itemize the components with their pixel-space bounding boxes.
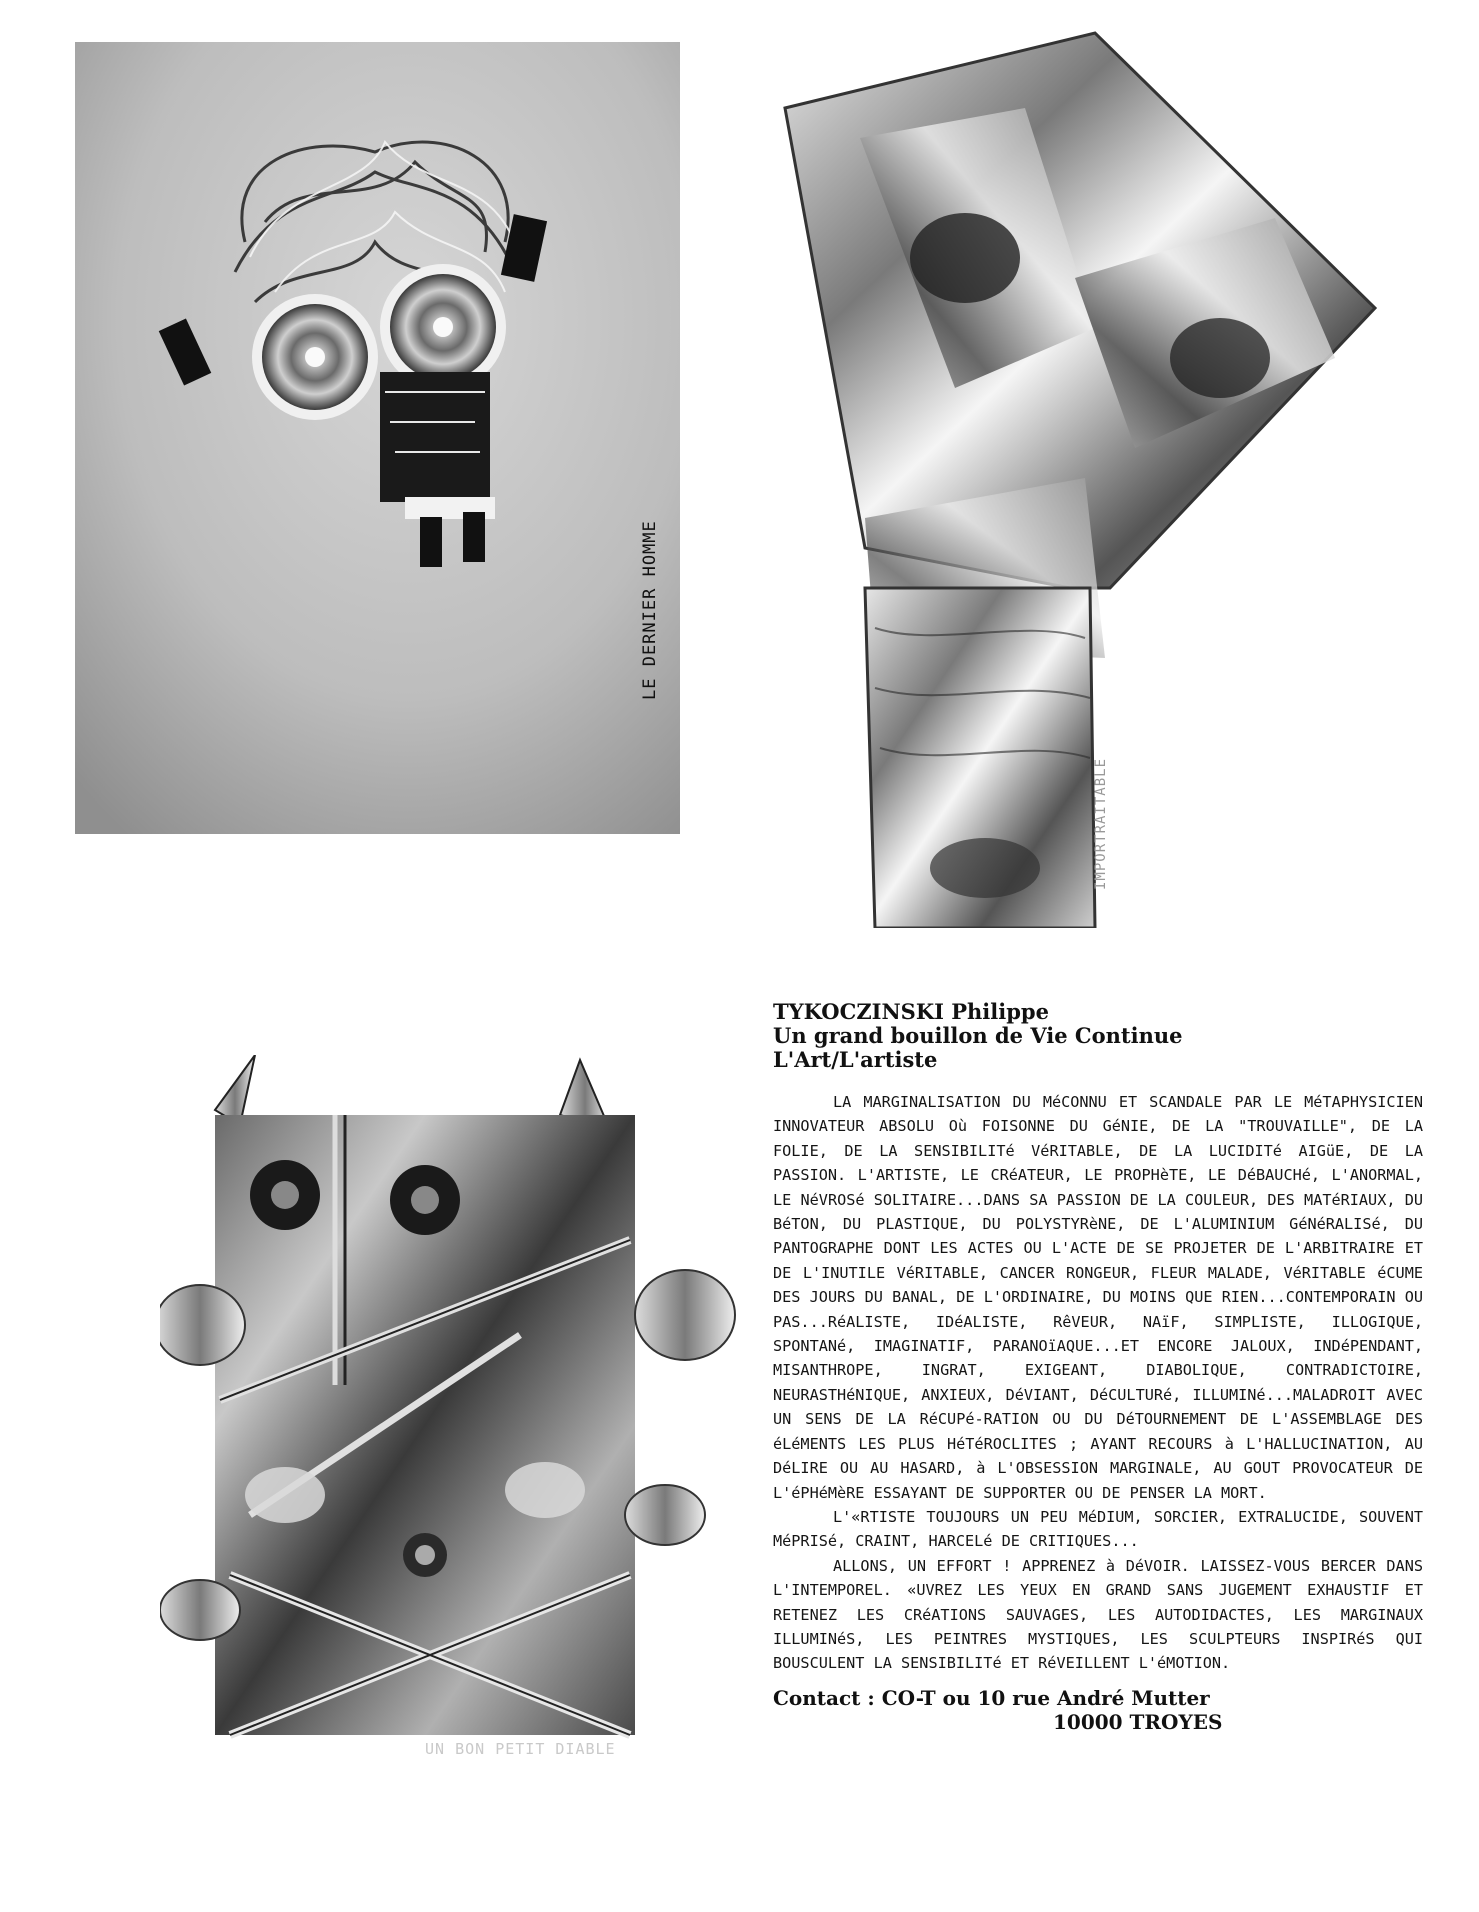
article-title: Un grand bouillon de Vie Continue bbox=[773, 1023, 1183, 1048]
contact-line-address: Contact : CO-T ou 10 rue André Mutter bbox=[773, 1685, 1210, 1710]
photo-importraitable bbox=[775, 28, 1381, 928]
article bbox=[773, 1000, 1423, 1734]
caption-un-bon-petit-diable: UN BON PETIT DIABLE bbox=[425, 1740, 616, 1758]
article-subtitle: L'Art/L'artiste bbox=[773, 1047, 938, 1072]
article-paragraph: LA MARGINALISATION DU MéCONNU ET SCANDALE PAR LE MéTAPHYSICIEN INNOVATEUR ABSOLU Où FOISONNE DU GéNIE, DE LA "TROUVAILLE", DE LA FOLIE, DE LA SENSIBILITé VéRITABLE, DE LA LUCIDITé AIGüE, DE LA PASSION. L'ARTISTE, LE CRéATEUR, LE PROPHèTE, LE DéBAUCHé, L'ANORMAL, LE NéVROSé SOLITAIRE...DANS SA PASSION DE LA COULEUR, DES MATéRIAUX, DU BéTON, DU PLASTIQUE, DU POLYSTYRèNE, DE L'ALUMINIUM GéNéRALISé, DU PANTOGRAPHE DONT LES ACTES OU L'ACTE DE SE PROJETER DE L'ARBITRAIRE ET DE L'INUTILE VéRITABLE, CANCER RONGEUR, FLEUR MALADE, VéRITABLE éCUME DES JOURS DU BANAL, DE L'ORDINAIRE, DU MOINS QUE RIEN...CONTEMPORAIN OU PAS...RéALISTE, IDéALISTE, RêVEUR, NAïF, SIMPLISTE, ILLOGIQUE, SPONTANé, IMAGINATIF, PARANOïAQUE...ET ENCORE JALOUX, INDéPENDANT, MISANTHROPE, INGRAT, EXIGEANT, DIABOLIQUE, CONTRADICTOIRE, NEURASTHéNIQUE, ANXIEUX, DéVIANT, DéCULTURé, ILLUMINé...MALADROIT AVEC UN SENS DE LA RéCUPé-RATION OU DU DéTOURNEMENT DE L'ASSEMBLAGE DES éLéMENTS LES PLUS HéTéROCLITES ; AYANT RECOURS à L'HALLUCINATION, AU DéLIRE OU AU HASARD, à L'OBSESSION MARGINALE, AU GOUT PROVOCATEUR DE L'éPHéMèRE ESSAYANT DE SUPPORTER OU DE PENSER LA MORT. bbox=[773, 1093, 1423, 1502]
photo-un-bon-petit-diable bbox=[160, 1055, 736, 1755]
article-paragraph: L'«RTISTE TOUJOURS UN PEU MéDIUM, SORCIER, EXTRALUCIDE, SOUVENT MéPRISé, CRAINT, HARCELé DE CRITIQUES... bbox=[773, 1507, 1423, 1551]
caption-le-dernier-homme: LE DERNIER HOMME bbox=[640, 520, 660, 700]
contact-block bbox=[773, 1686, 1423, 1734]
contact-line-city: 10000 TROYES bbox=[1053, 1709, 1223, 1734]
article-body bbox=[773, 1090, 1423, 1676]
article-author: TYKOCZINSKI Philippe bbox=[773, 999, 1049, 1024]
caption-importraitable: IMPORTRAITABLE bbox=[1093, 757, 1109, 890]
photo-le-dernier-homme bbox=[75, 42, 680, 834]
article-paragraph: ALLONS, UN EFFORT ! APPRENEZ à DéVOIR. LAISSEZ-VOUS BERCER DANS L'INTEMPOREL. «UVREZ LES YEUX EN GRAND SANS JUGEMENT EXHAUSTIF ET RETENEZ LES CRéATIONS SAUVAGES, LES AUTODIDACTES, LES MARGINAUX ILLUMINéS, LES PEINTRES MYSTIQUES, LES SCULPTEURS INSPIRéS QUI BOUSCULENT LA SENSIBILITé ET RéVEILLENT L'éMOTION. bbox=[773, 1556, 1423, 1673]
